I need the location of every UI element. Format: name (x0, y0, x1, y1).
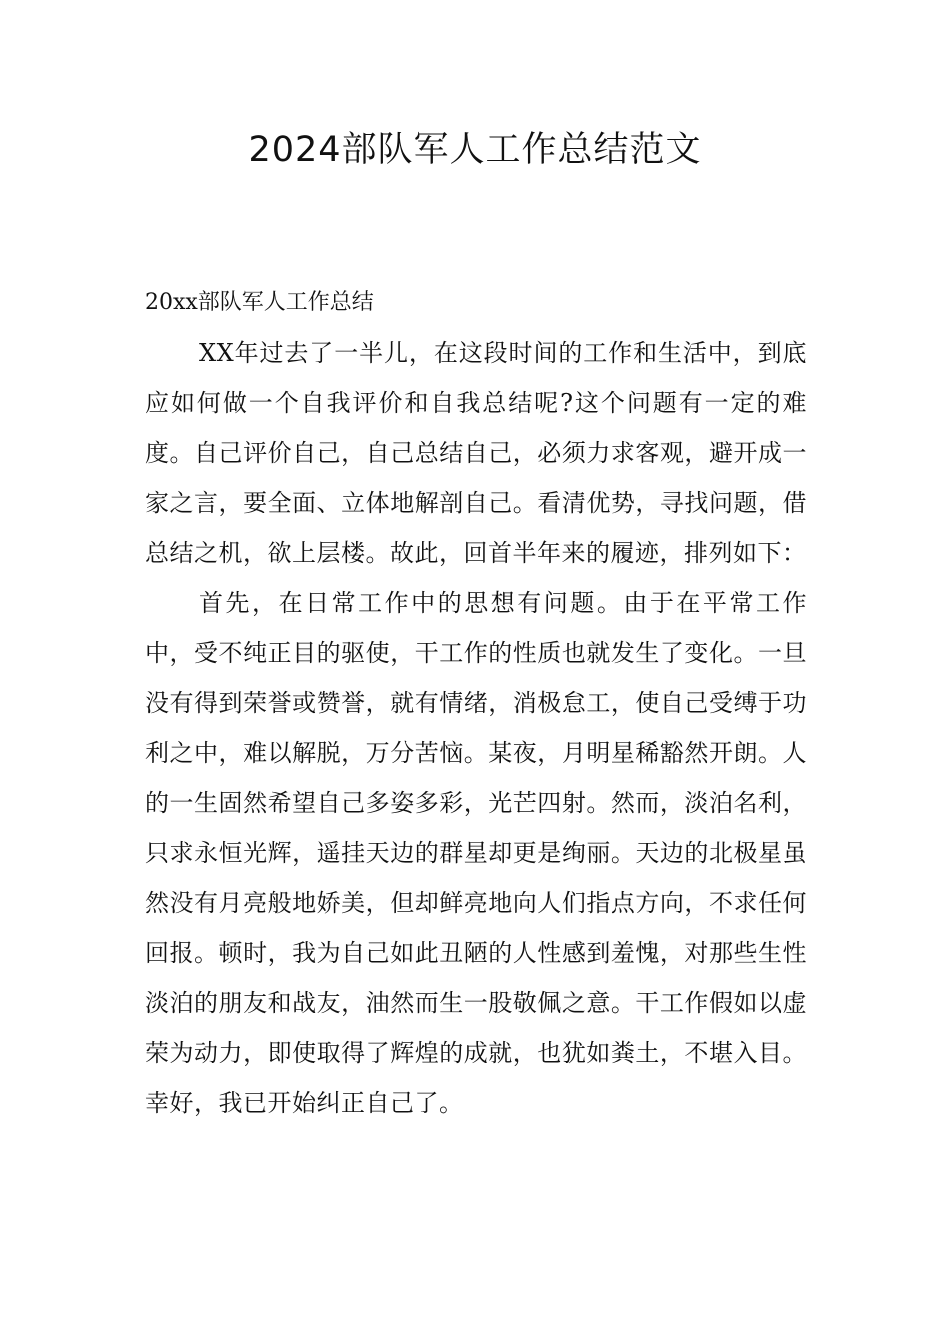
body-paragraph-2: 首先，在日常工作中的思想有问题。由于在平常工作中，受不纯正目的驱使，干工作的性质也就发生了变化。一旦没有得到荣誉或赞誉，就有情绪，消极怠工，使自己受缚于功利之中，难以解脱，万分苦恼。某夜，月明星稀豁然开朗。人的一生固然希望自己多姿多彩，光芒四射。然而，淡泊名利，只求永恒光辉，遥挂天边的群星却更是绚丽。天边的北极星虽然没有月亮般地娇美，但却鲜亮地向人们指点方向，不求任何回报。顿时，我为自己如此丑陋的人性感到羞愧，对那些生性淡泊的朋友和战友，油然而生一股敬佩之意。干工作假如以虚荣为动力，即使取得了辉煌的成就，也犹如粪土，不堪入目。幸好，我已开始纠正自己了。 (145, 589, 807, 1117)
document-body (145, 278, 807, 1128)
document-subtitle: 20xx部队军人工作总结 (145, 290, 374, 315)
body-paragraph-1: XX年过去了一半儿，在这段时间的工作和生活中，到底应如何做一个自我评价和自我总结呢?这个问题有一定的难度。自己评价自己，自己总结自己，必须力求客观，避开成一家之言，要全面、立体地解剖自己。看清优势，寻找问题，借总结之机，欲上层楼。故此，回首半年来的履迹，排列如下： (145, 339, 807, 567)
document-title: 2024部队军人工作总结范文 (248, 130, 702, 170)
